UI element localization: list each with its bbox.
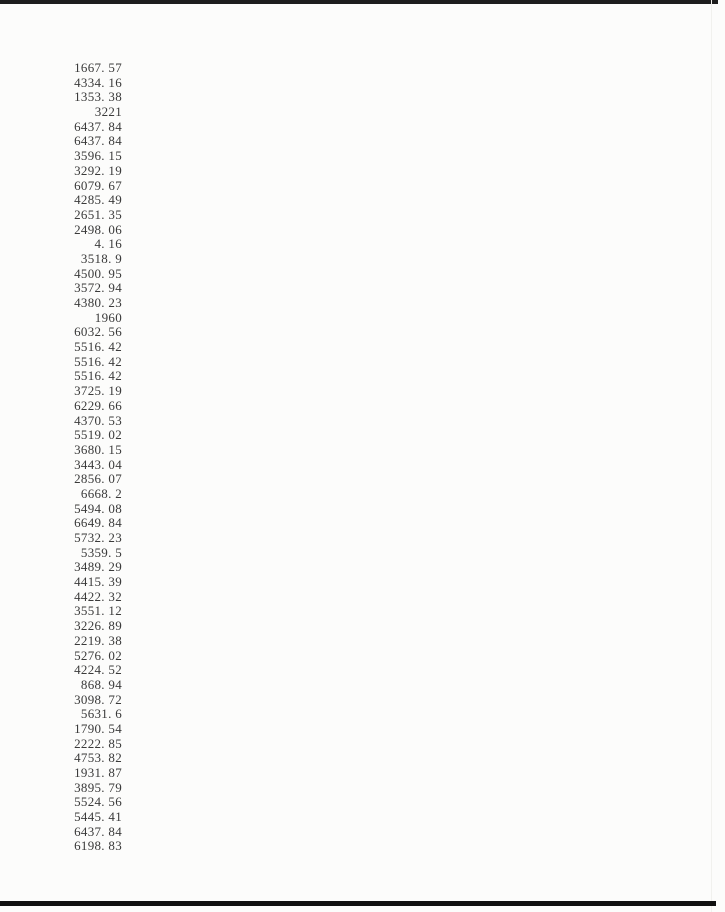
number-cell: 5524. 56 (74, 794, 122, 810)
number-cell: 4380. 23 (74, 295, 122, 310)
number-cell: 3596. 15 (74, 148, 122, 164)
number-cell: 4. 16 (94, 236, 122, 252)
number-cell: 3680. 15 (74, 441, 122, 457)
number-cell: 5519. 02 (74, 427, 122, 443)
number-cell: 5631. 6 (80, 706, 122, 722)
number-cell: 1960 (94, 309, 122, 325)
number-cell: 4334. 16 (74, 74, 122, 90)
number-cell: 3226. 89 (74, 618, 122, 634)
numbers-column (0, 61, 122, 854)
number-cell: 3098. 72 (74, 691, 122, 707)
number-cell: 3443. 04 (74, 456, 122, 472)
number-cell: 4415. 39 (74, 574, 122, 590)
number-cell: 6437. 84 (74, 118, 122, 134)
number-cell: 5359. 5 (80, 544, 122, 560)
number-cell: 4370. 53 (74, 412, 122, 428)
number-cell: 2219. 38 (74, 632, 122, 648)
number-cell: 5276. 02 (74, 647, 122, 663)
number-cell: 4224. 52 (74, 662, 122, 678)
number-cell: 6649. 84 (74, 515, 122, 531)
number-cell: 1931. 87 (74, 765, 122, 780)
number-cell: 1790. 54 (74, 720, 122, 736)
number-cell: 6198. 83 (74, 838, 122, 854)
number-cell: 3725. 19 (74, 383, 122, 399)
number-cell: 3518. 9 (80, 250, 122, 266)
number-cell: 6079. 67 (74, 177, 122, 193)
number-cell: 6437. 84 (74, 823, 122, 839)
number-cell: 3489. 29 (74, 559, 122, 575)
number-cell: 5516. 42 (74, 353, 122, 369)
number-cell: 4285. 49 (74, 192, 122, 208)
number-cell: 3292. 19 (74, 162, 122, 178)
number-cell: 6229. 66 (74, 397, 122, 413)
number-cell: 2222. 85 (74, 735, 122, 751)
number-cell: 2856. 07 (74, 471, 122, 487)
number-cell: 4422. 32 (74, 588, 122, 604)
number-cell: 5445. 41 (74, 809, 122, 825)
number-cell: 5516. 42 (74, 368, 122, 384)
number-cell: 5732. 23 (74, 530, 122, 545)
top-scan-bar (0, 0, 718, 4)
number-cell: 6437. 84 (74, 133, 122, 149)
number-cell: 868. 94 (80, 676, 122, 692)
number-cell: 3572. 94 (74, 280, 122, 296)
number-cell: 5516. 42 (74, 339, 122, 355)
scan-edge-line (711, 0, 712, 912)
bottom-scan-bar (0, 901, 716, 906)
number-cell: 3221 (94, 104, 122, 120)
number-cell: 1667. 57 (74, 60, 122, 75)
number-cell: 2651. 35 (74, 206, 122, 222)
number-cell: 5494. 08 (74, 500, 122, 516)
number-cell: 2498. 06 (74, 221, 122, 237)
number-cell: 6032. 56 (74, 324, 122, 340)
number-cell: 1353. 38 (74, 89, 122, 105)
number-cell: 3895. 79 (74, 779, 122, 795)
number-cell: 4753. 82 (74, 750, 122, 766)
number-cell: 4500. 95 (74, 265, 122, 281)
number-cell: 6668. 2 (80, 485, 122, 501)
number-cell: 3551. 12 (74, 603, 122, 619)
